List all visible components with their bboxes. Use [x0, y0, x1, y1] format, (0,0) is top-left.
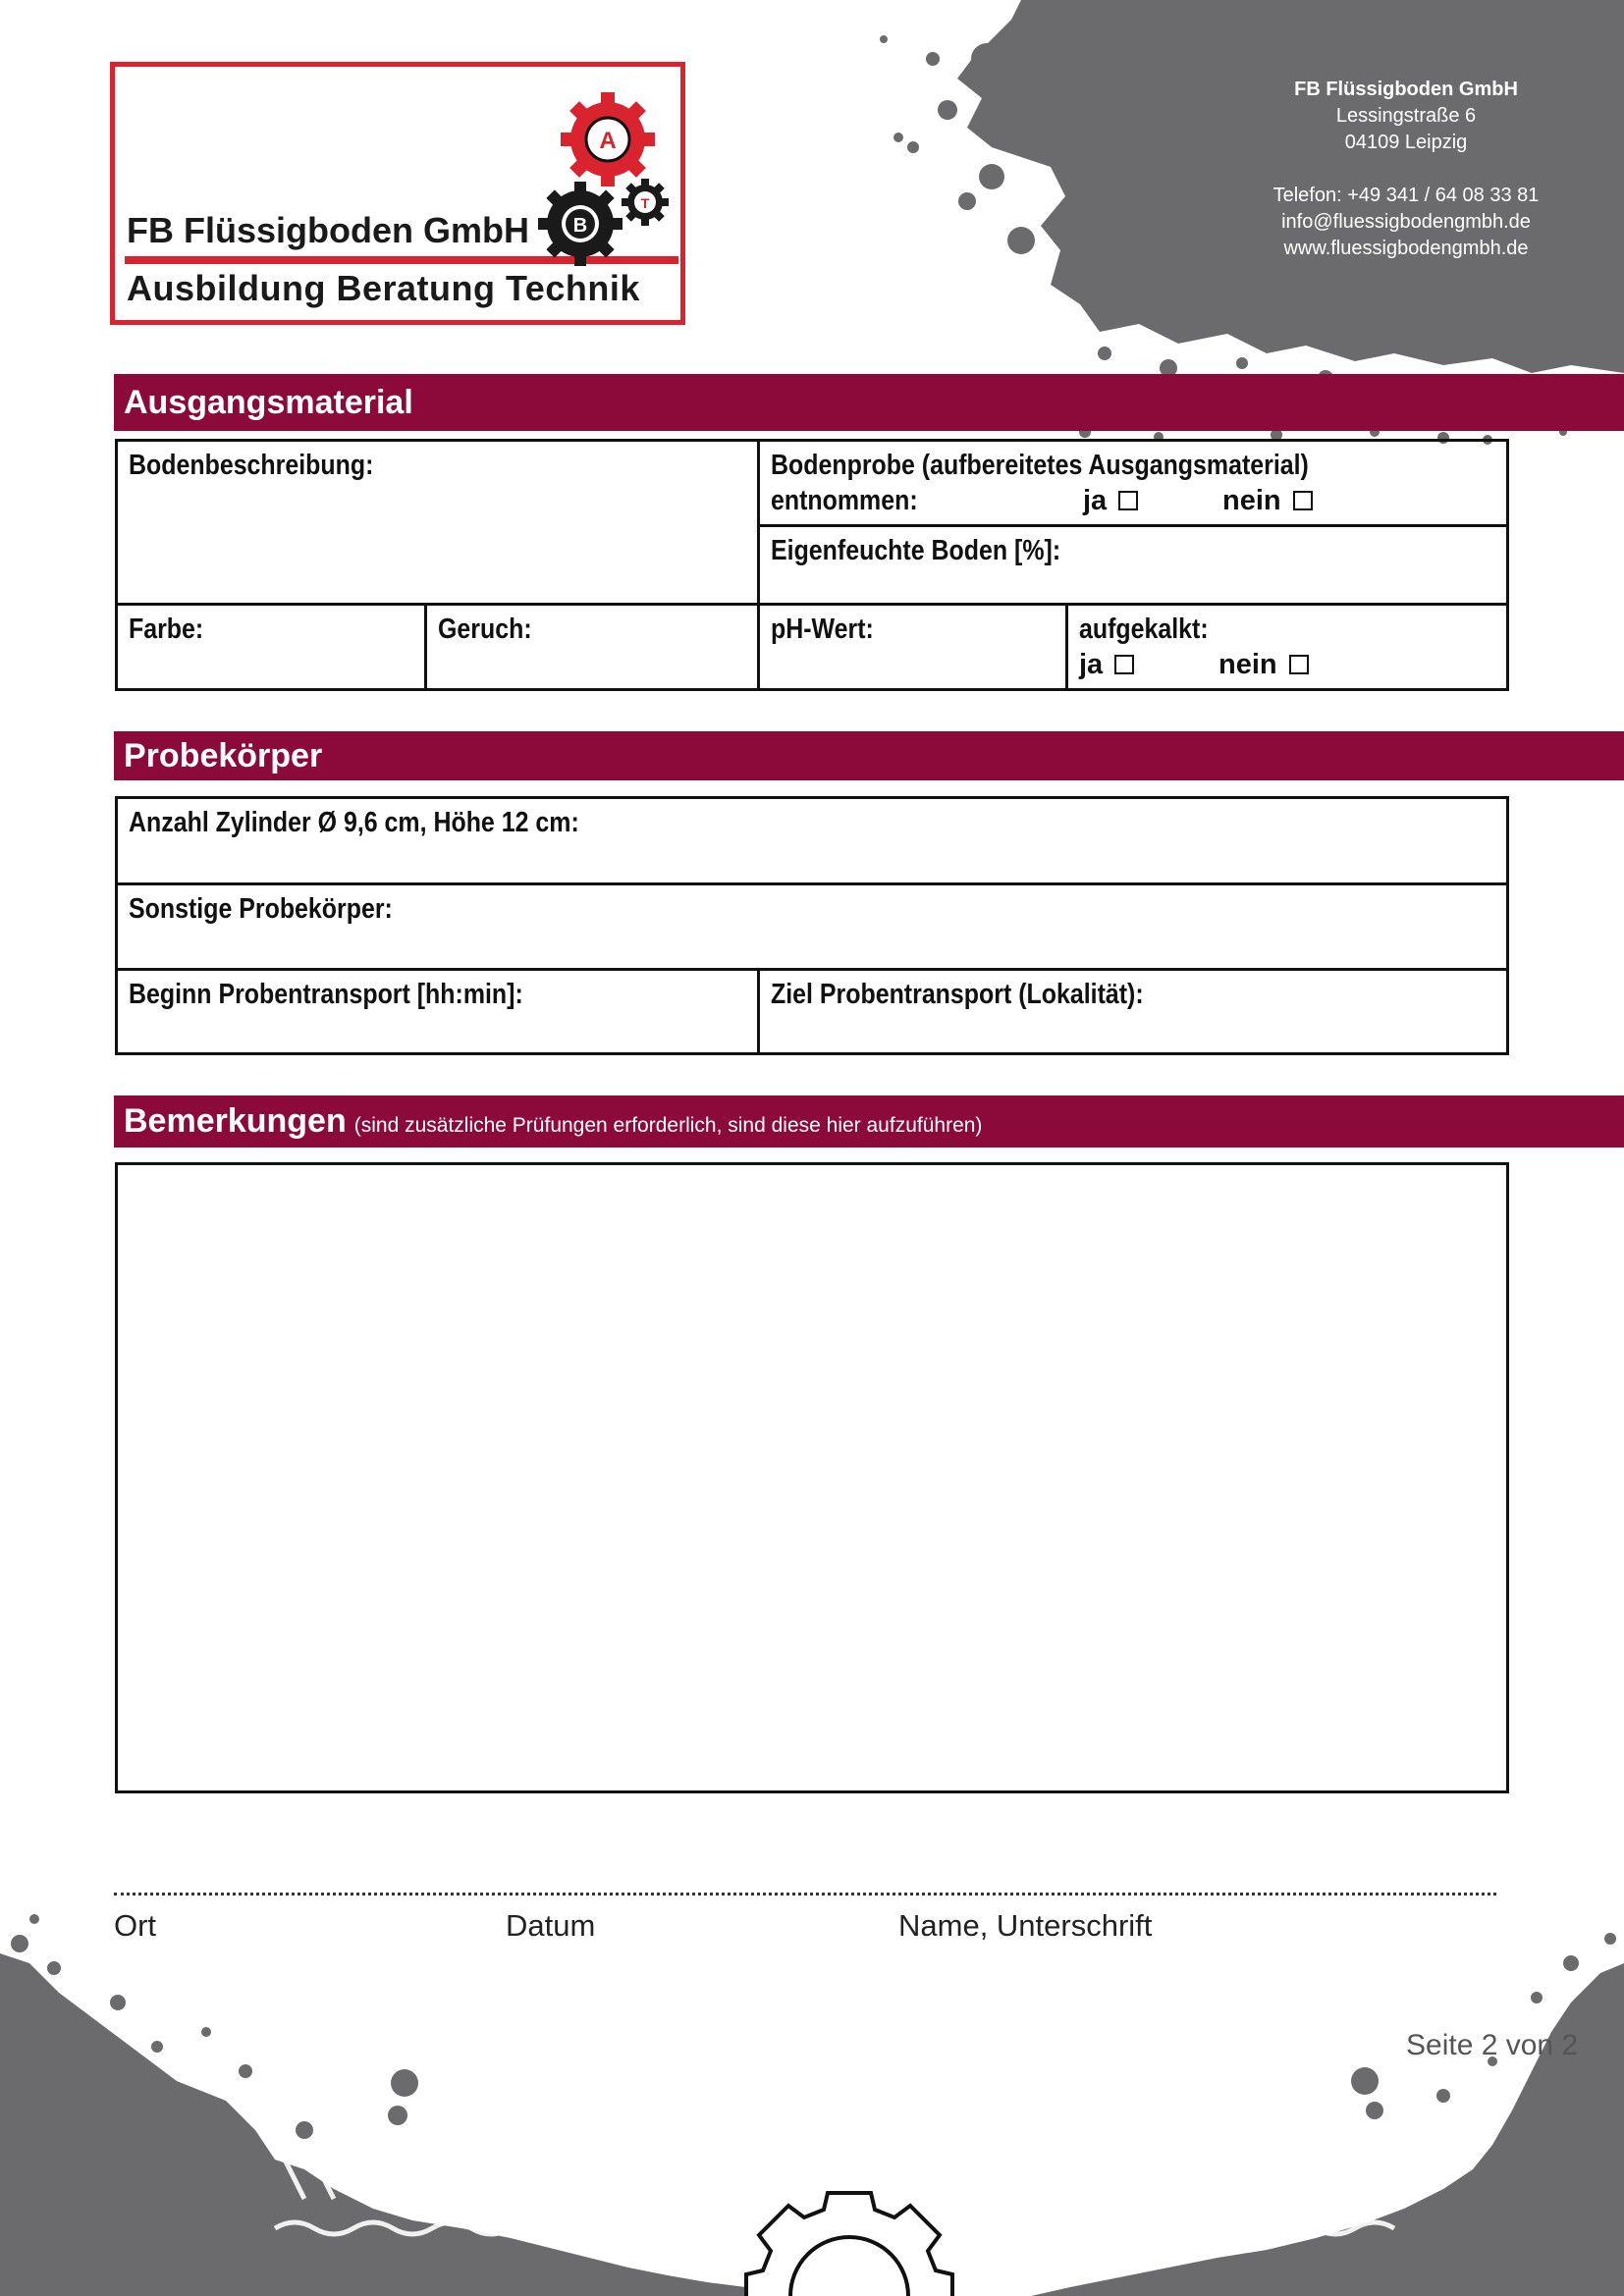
field-geruch[interactable]	[427, 606, 760, 688]
label-ph-wert: pH-Wert:	[771, 614, 874, 645]
contact-web: www.fluessigbodengmbh.de	[1283, 238, 1529, 259]
label-aufgekalkt: aufgekalkt:	[1079, 614, 1209, 645]
checkbox-bodenprobe-ja[interactable]	[1118, 491, 1138, 510]
label-bodenbeschreibung: Bodenbeschreibung:	[129, 450, 374, 481]
label-geruch: Geruch:	[438, 614, 532, 645]
label-farbe: Farbe:	[129, 614, 204, 645]
label-anzahl-zylinder: Anzahl Zylinder Ø 9,6 cm, Höhe 12 cm:	[129, 807, 579, 838]
option-aufgekalkt-nein[interactable]: nein	[1218, 647, 1309, 682]
option-aufgekalkt-ja[interactable]: ja	[1079, 647, 1134, 682]
section-title-bemerkungen: Bemerkungen	[124, 1102, 347, 1140]
page-number: Seite 2 von 2	[1406, 2029, 1579, 2061]
signature-dotted-line	[114, 1893, 1496, 1896]
company-logo	[110, 62, 685, 325]
field-bemerkungen[interactable]	[115, 1162, 1509, 1793]
label-eigenfeuchte: Eigenfeuchte Boden [%]:	[771, 535, 1061, 566]
field-bodenbeschreibung[interactable]	[118, 442, 760, 606]
field-anzahl-zylinder[interactable]	[118, 799, 1506, 885]
company-contact	[1229, 77, 1583, 262]
section-header-bemerkungen	[114, 1095, 1624, 1148]
gear-letter-a: A	[599, 128, 617, 154]
field-bodenprobe	[760, 442, 1506, 527]
label-bodenprobe: Bodenprobe (aufbereitetes Ausgangsmaterial)	[771, 450, 1309, 481]
contact-city: 04109 Leipzig	[1344, 132, 1468, 153]
field-beginn-probentransport[interactable]	[118, 971, 760, 1052]
table-ausgangsmaterial	[115, 439, 1509, 691]
field-ph-wert[interactable]	[760, 606, 1068, 688]
label-name-unterschrift: Name, Unterschrift	[898, 1908, 1153, 1943]
field-sonstige-probekoerper[interactable]	[118, 885, 1506, 971]
field-eigenfeuchte[interactable]	[760, 527, 1506, 606]
checkbox-aufgekalkt-ja[interactable]	[1114, 655, 1134, 674]
section-header-probekoerper	[114, 731, 1624, 780]
contact-company-name: FB Flüssigboden GmbH	[1294, 79, 1518, 100]
label-datum: Datum	[506, 1908, 596, 1943]
option-bodenprobe-nein[interactable]: nein	[1222, 483, 1313, 518]
section-header-ausgangsmaterial	[114, 374, 1624, 431]
logo-company-name: FB Flüssigboden GmbH	[127, 210, 529, 250]
checkbox-bodenprobe-nein[interactable]	[1293, 491, 1313, 510]
gear-letter-t: T	[640, 195, 650, 211]
contact-street: Lessingstraße 6	[1335, 105, 1477, 127]
table-probekoerper	[115, 796, 1509, 1055]
label-ziel-probentransport: Ziel Probentransport (Lokalität):	[771, 979, 1144, 1010]
contact-phone: Telefon: +49 341 / 64 08 33 81	[1272, 185, 1540, 206]
field-aufgekalkt	[1068, 606, 1506, 688]
label-entnommen: entnommen:	[771, 485, 918, 516]
field-ziel-probentransport[interactable]	[760, 971, 1506, 1052]
label-ort: Ort	[114, 1908, 157, 1943]
label-sonstige-probekoerper: Sonstige Probekörper:	[129, 893, 393, 925]
section-title-ausgangsmaterial: Ausgangsmaterial	[124, 384, 413, 421]
contact-email: info@fluessigbodengmbh.de	[1281, 211, 1531, 233]
gear-letter-b: B	[572, 215, 588, 237]
option-bodenprobe-ja[interactable]: ja	[1083, 483, 1138, 518]
section-subtitle-bemerkungen: (sind zusätzliche Prüfungen erforderlich, sind diese hier aufzuführen)	[353, 1114, 983, 1137]
checkbox-aufgekalkt-nein[interactable]	[1289, 655, 1309, 674]
label-beginn-probentransport: Beginn Probentransport [hh:min]:	[129, 979, 523, 1010]
logo-tagline: Ausbildung Beratung Technik	[127, 268, 640, 308]
gears-icon	[527, 77, 694, 293]
field-farbe[interactable]	[118, 606, 427, 688]
section-title-probekoerper: Probekörper	[124, 737, 323, 774]
